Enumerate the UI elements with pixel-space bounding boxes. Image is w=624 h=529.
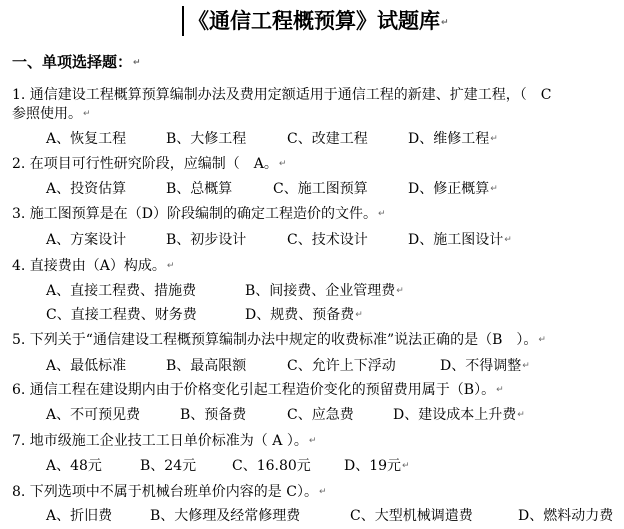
question-1-line-1: 1. 通信建设工程概算预算编制办法及费用定额适用于通信工程的新建、扩建工程，（ C — [12, 87, 552, 103]
q8-option-a: A、折旧费 — [46, 508, 113, 524]
q2-option-c: C、施工图预算 — [273, 181, 368, 197]
question-4: 4. 直接费由（A）构成。↵ — [12, 258, 175, 274]
q6-option-b: B、预备费 — [180, 407, 247, 423]
q2-option-d: D、修正概算↵ — [408, 181, 498, 197]
q8-option-d: D、燃料动力费 — [518, 508, 614, 524]
q6-option-a: A、不可预见费 — [46, 407, 141, 423]
q4-option-b: B、间接费、企业管理费↵ — [245, 283, 404, 299]
q5-option-a: A、最低标准 — [46, 358, 127, 374]
q3-option-c: C、技术设计 — [287, 232, 368, 248]
q1-option-a: A、恢复工程 — [46, 131, 127, 147]
q7-option-c: C、16.80元 — [232, 458, 311, 474]
section-heading: 一、单项选择题：↵ — [12, 53, 141, 71]
q2-option-b: B、总概算 — [166, 181, 233, 197]
question-3: 3. 施工图预算是在（D）阶段编制的确定工程造价的文件。↵ — [12, 206, 386, 222]
question-5: 5. 下列关于“通信建设工程概预算编制办法中规定的收费标准”说法正确的是（B ）。↵ — [12, 332, 546, 348]
question-7: 7. 地市级施工企业技工工日单价标准为（ A ）。↵ — [12, 433, 317, 449]
q8-option-b: B、大修理及经常修理费 — [150, 508, 301, 524]
q2-option-a: A、投资估算 — [46, 181, 127, 197]
q4-option-d: D、规费、预备费↵ — [245, 307, 363, 323]
q1-option-b: B、大修工程 — [166, 131, 247, 147]
q6-option-c: C、应急费 — [287, 407, 354, 423]
q1-option-d: D、维修工程↵ — [408, 131, 498, 147]
q1-option-c: C、改建工程 — [287, 131, 368, 147]
question-2: 2. 在项目可行性研究阶段，应编制（ A。↵ — [12, 156, 287, 172]
q7-option-d: D、19元↵ — [344, 458, 410, 474]
q7-option-b: B、24元 — [140, 458, 197, 474]
q7-option-a: A、48元 — [46, 458, 102, 474]
q8-option-c: C、大型机械调遣费 — [350, 508, 473, 524]
question-6: 6. 通信工程在建设期内由于价格变化引起工程造价变化的预留费用属于（B）。↵ — [12, 382, 504, 398]
text-cursor — [182, 6, 184, 36]
q5-option-b: B、最高限额 — [166, 358, 247, 374]
question-1-line-2: 参照使用。↵ — [12, 106, 91, 122]
q3-option-a: A、方案设计 — [46, 232, 127, 248]
q5-option-d: D、不得调整↵ — [440, 358, 530, 374]
question-8: 8. 下列选项中不属于机械台班单价内容的是 C）。↵ — [12, 484, 327, 500]
q4-option-c: C、直接工程费、财务费 — [46, 307, 197, 323]
q5-option-c: C、允许上下浮动 — [287, 358, 396, 374]
q6-option-d: D、建设成本上升费↵ — [393, 407, 525, 423]
q4-option-a: A、直接工程费、措施费 — [46, 283, 197, 299]
doc-title: 《通信工程概预算》试题库↵ — [188, 8, 449, 33]
q3-option-d: D、施工图设计↵ — [408, 232, 512, 248]
q3-option-b: B、初步设计 — [166, 232, 247, 248]
